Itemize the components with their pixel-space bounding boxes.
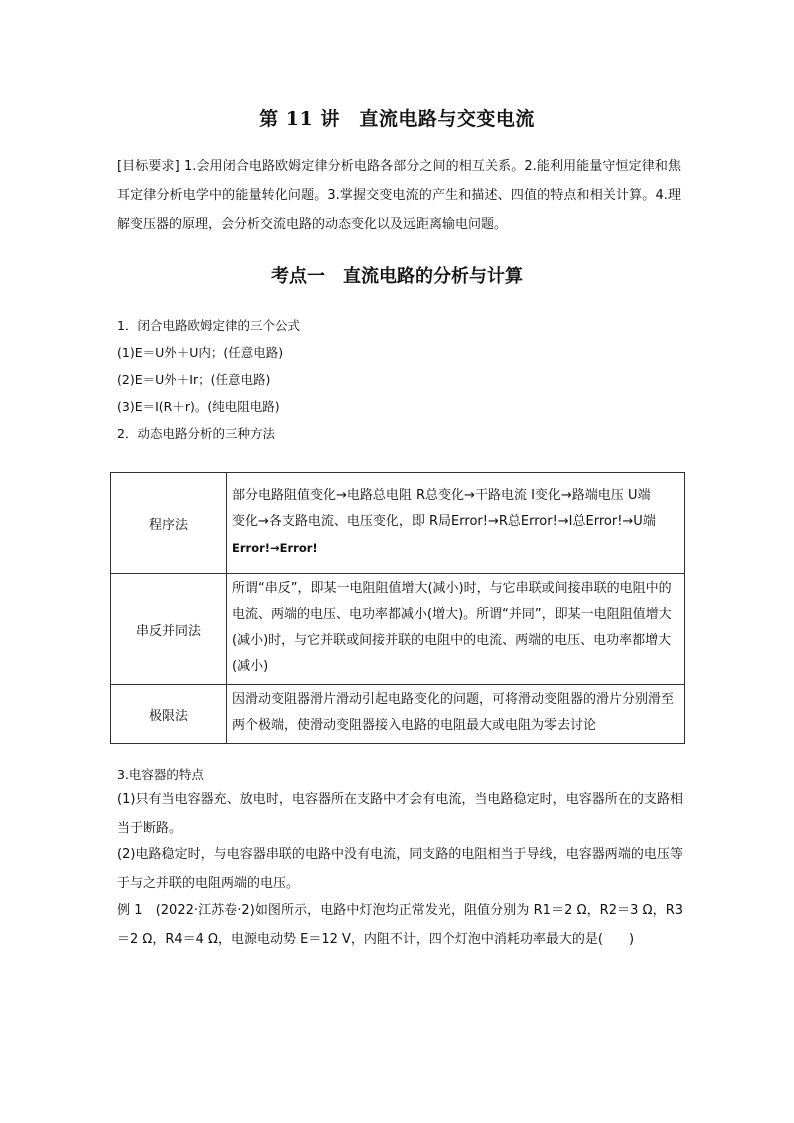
objectives-text: 1.会用闭合电路欧姆定律分析电路各部分之间的相互关系。2.能利用能量守恒定律和焦耳定律分析电学中的能量转化问题。3.掌握交变电流的产生和描述、四值的特点和相关计算。4.理解变压器的原理，会分析交流电路的动态变化以及远距离输电问题。 bbox=[117, 159, 681, 232]
learning-objectives bbox=[117, 152, 681, 239]
methods-table bbox=[110, 472, 685, 744]
method-desc: 因滑动变阻器滑片滑动引起电路变化的问题，可将滑动变阻器的滑片分别滑至两个极端，使滑动变阻器接入电路的电阻最大或电阻为零去讨论 bbox=[227, 685, 685, 744]
item3-heading: 3.电容器的特点 bbox=[117, 767, 204, 782]
method-name: 串反并同法 bbox=[111, 574, 227, 685]
item2-heading: 2．动态电路分析的三种方法 bbox=[117, 426, 275, 441]
table-row bbox=[111, 473, 685, 574]
lecture-title: 第 11 讲 直流电路与交变电流 bbox=[259, 108, 535, 130]
method-desc-line: 部分电路阻值变化→电路总电阻 R总变化→干路电流 I变化→路端电压 U端 bbox=[232, 488, 651, 503]
capacitor-point-2: (2)电路稳定时，与电容器串联的电路中没有电流，同支路的电阻相当于导线，电容器两端的电压等于与之并联的电阻两端的电压。 bbox=[117, 847, 683, 891]
method-desc: 所谓“串反”，即某一电阻阻值增大(减小)时，与它串联或间接串联的电阻中的电流、两端的电压、电功率都减小(增大)。所谓“并同”，即某一电阻阻值增大(减小)时，与它并联或间接并联的电阻中的电流、两端的电压、电功率都增大(减小) bbox=[227, 574, 685, 685]
formula-2: (2)E＝U外＋Ir；(任意电路) bbox=[117, 372, 271, 387]
formula-3: (3)E＝I(R＋r)。(纯电阻电路) bbox=[117, 399, 280, 414]
table-row bbox=[111, 574, 685, 685]
section-title: 考点一 直流电路的分析与计算 bbox=[271, 266, 523, 287]
item1-heading: 1．闭合电路欧姆定律的三个公式 bbox=[117, 318, 300, 333]
method-desc bbox=[227, 473, 685, 574]
method-desc-line: Error!→Error! bbox=[232, 541, 318, 555]
method-desc-line: 变化→各支路电流、电压变化，即 R局Error!→R总Error!→I总Error!→U端 bbox=[232, 514, 656, 529]
capacitor-point-1: (1)只有当电容器充、放电时，电容器所在支路中才会有电流，当电路稳定时，电容器所在的支路相当于断路。 bbox=[117, 792, 683, 836]
objectives-tag: [目标要求] bbox=[117, 159, 180, 174]
example-1: 例 1 (2022·江苏卷·2)如图所示，电路中灯泡均正常发光，阻值分别为 R1＝2 Ω，R2＝3 Ω，R3＝2 Ω，R4＝4 Ω，电源电动势 E＝12 V，内阻不计，四个灯泡中消耗功率最大的是( ) bbox=[117, 903, 683, 947]
method-name: 极限法 bbox=[111, 685, 227, 744]
table-row bbox=[111, 685, 685, 744]
method-name: 程序法 bbox=[111, 473, 227, 574]
formula-1: (1)E＝U外＋U内；(任意电路) bbox=[117, 345, 284, 360]
